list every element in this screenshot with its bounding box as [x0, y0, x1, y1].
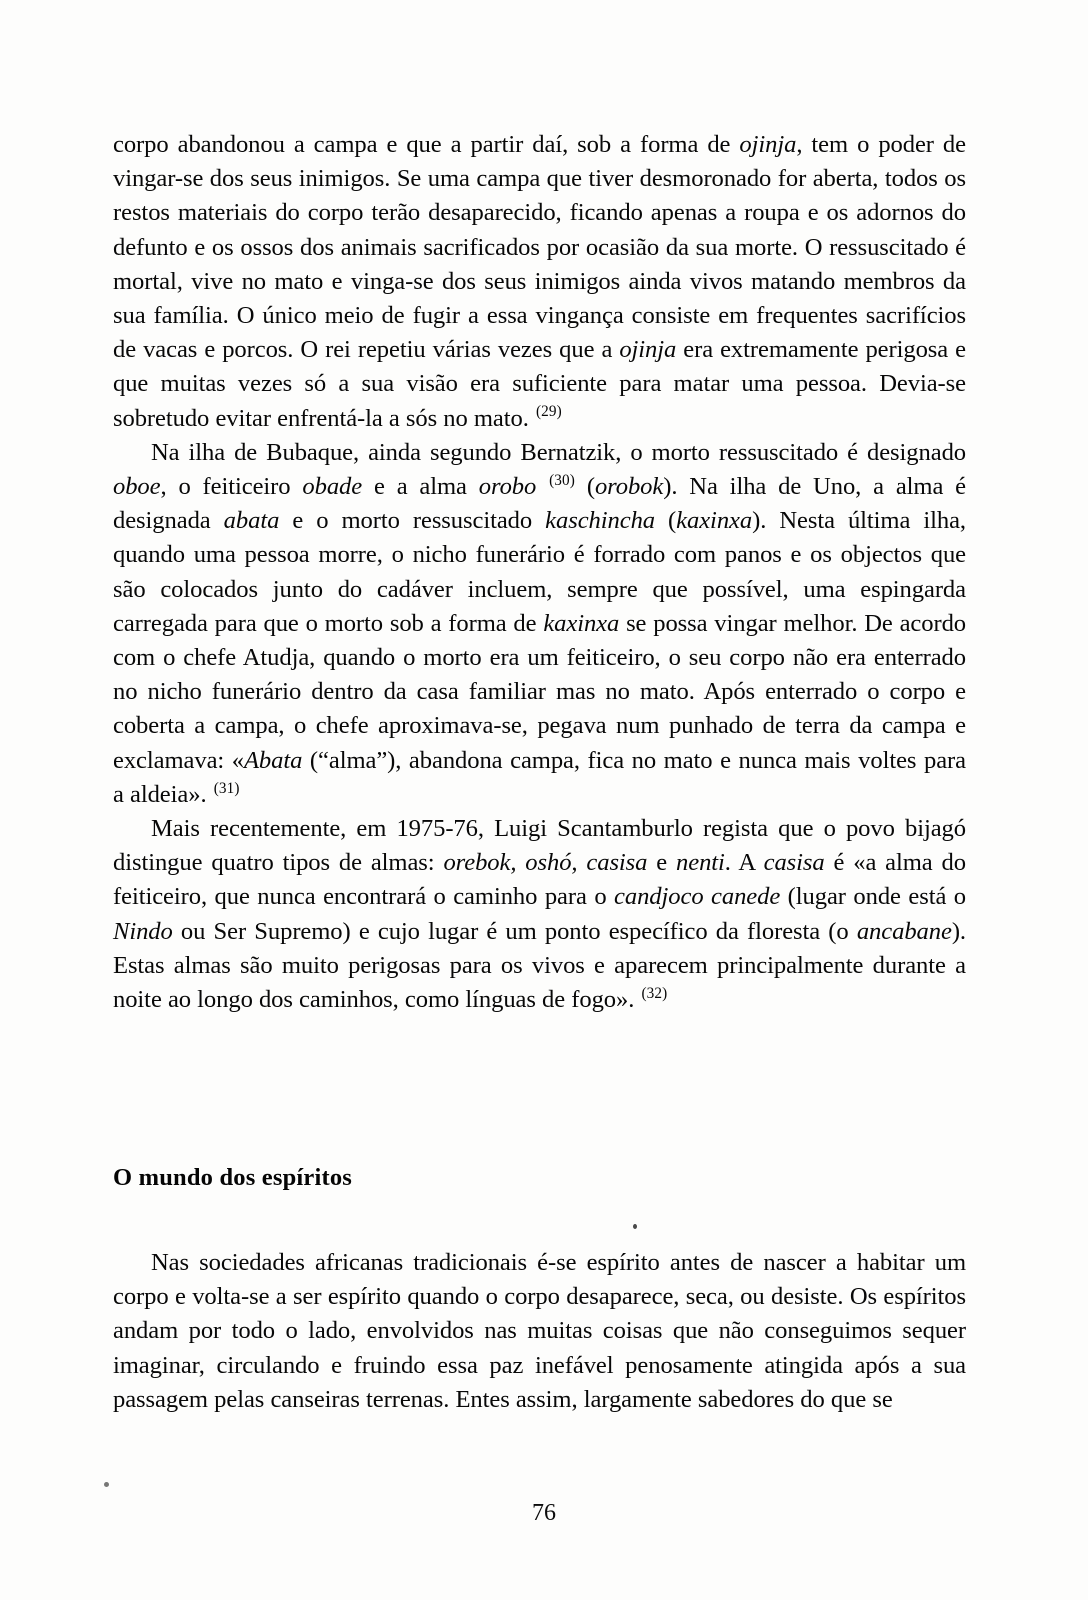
italic-term: kaxinxa — [543, 609, 620, 637]
closing-text-column — [113, 1246, 966, 1417]
italic-term: candjoco canede — [614, 883, 781, 911]
italic-term: oboe — [113, 473, 161, 501]
section-heading: O mundo dos espíritos — [113, 1164, 353, 1191]
italic-term: kaschincha — [545, 507, 656, 535]
italic-term: abata — [223, 507, 280, 535]
footnote-reference: (30) — [549, 471, 575, 489]
main-text-column — [113, 128, 966, 1017]
scan-speck-icon — [633, 1224, 637, 1229]
italic-term: ancabane — [856, 917, 952, 945]
scan-speck-icon — [104, 1482, 109, 1487]
italic-term: ojinja — [619, 336, 677, 364]
paragraph-2: Na ilha de Bubaque, ainda segundo Bernatzik, o morto ressuscitado é designado oboe, o feiticeiro obade e a alma orobo $^{(30)}$ (orobok). Na ilha de Uno, a alma é designada abata e o morto ressuscitado kaschincha (kaxinxa). Nesta última ilha, quando uma pessoa morre, o nicho funerário é forrado com panos e os objectos que são colocados junto do cadáver incluem, sempre que possível, uma espingarda carregada para que o morto sob a forma de kaxinxa se possa vingar melhor. De acordo com o chefe Atudja, quando o morto era um feiticeiro, o seu corpo não era enterrado no nicho funerário dentro da casa familiar mas no mato. Após enterrado o corpo e coberta a campa, o chefe aproximava-se, pegava num punhado de terra da campa e exclamava: «Abata (“alma”), abandona campa, fica no mato e nunca mais voltes para a aldeia». $^{(31)}$ — [113, 438, 967, 808]
italic-term: casisa — [763, 849, 825, 877]
footnote-reference: (29) — [535, 403, 562, 421]
paragraph-4: Nas sociedades africanas tradicionais é-se espírito antes de nascer a habitar um corpo e volta-se a ser espírito quando o corpo desaparece, seca, ou desiste. Os espíritos andam por todo o lado, envolvidos nas muitas coisas que não conseguimos sequer imaginar, circulando e fruindo essa paz inefável penosamente atingida após a sua passagem pelas canseiras terrenas. Entes assim, largamente sabedores do que se — [113, 1249, 966, 1413]
italic-term: nenti — [676, 849, 725, 877]
italic-term: Nindo — [113, 917, 173, 945]
page-number: 76 — [532, 1500, 556, 1526]
italic-term: orobo — [478, 473, 537, 501]
footnote-reference: (32) — [641, 984, 668, 1002]
italic-term: obade — [302, 473, 363, 501]
italic-term: orebok, oshó, casisa — [443, 849, 648, 877]
footnote-reference: (31) — [213, 779, 240, 797]
italic-term: ojinja — [739, 131, 797, 158]
paragraph-1: corpo abandonou a campa e que a partir daí, sob a forma de ojinja, tem o poder de vingar-se dos seus inimigos. Se uma campa que tiver desmoronado for aberta, todos os restos materiais do corpo terão desaparecido, ficando apenas a roupa e os adornos do defunto e os ossos dos animais sacrificados por ocasião da sua morte. O ressuscitado é mortal, vive no mato e vinga-se dos seus inimigos ainda vivos matando membros da sua família. O único meio de fugir a essa vingança consiste em frequentes sacrifícios de vacas e porcos. O rei repetiu várias vezes que a ojinja era extremamente perigosa e que muitas vezes só a sua visão era suficiente para matar uma pessoa. Devia-se sobretudo evitar enfrentá-la a sós no mato. $^{(29)}$ — [113, 131, 966, 432]
italic-term: kaxinxa — [676, 507, 753, 535]
italic-term: Abata — [243, 746, 303, 774]
italic-term: orobok — [594, 473, 664, 501]
paragraph-3: Mais recentemente, em 1975-76, Luigi Scantamburlo regista que o povo bijagó distingue quatro tipos de almas: orebok, oshó, casisa e nenti. A casisa é «a alma do feiticeiro, que nunca encontrará o caminho para o candjoco canede (lugar onde está o Nindo ou Ser Supremo) e cujo lugar é um ponto específico da floresta (o ancabane). Estas almas são muito perigosas para os vivos e aparecem principalmente durante a noite ao longo dos caminhos, como línguas de fogo». $^{(32)}$ — [113, 815, 966, 1014]
